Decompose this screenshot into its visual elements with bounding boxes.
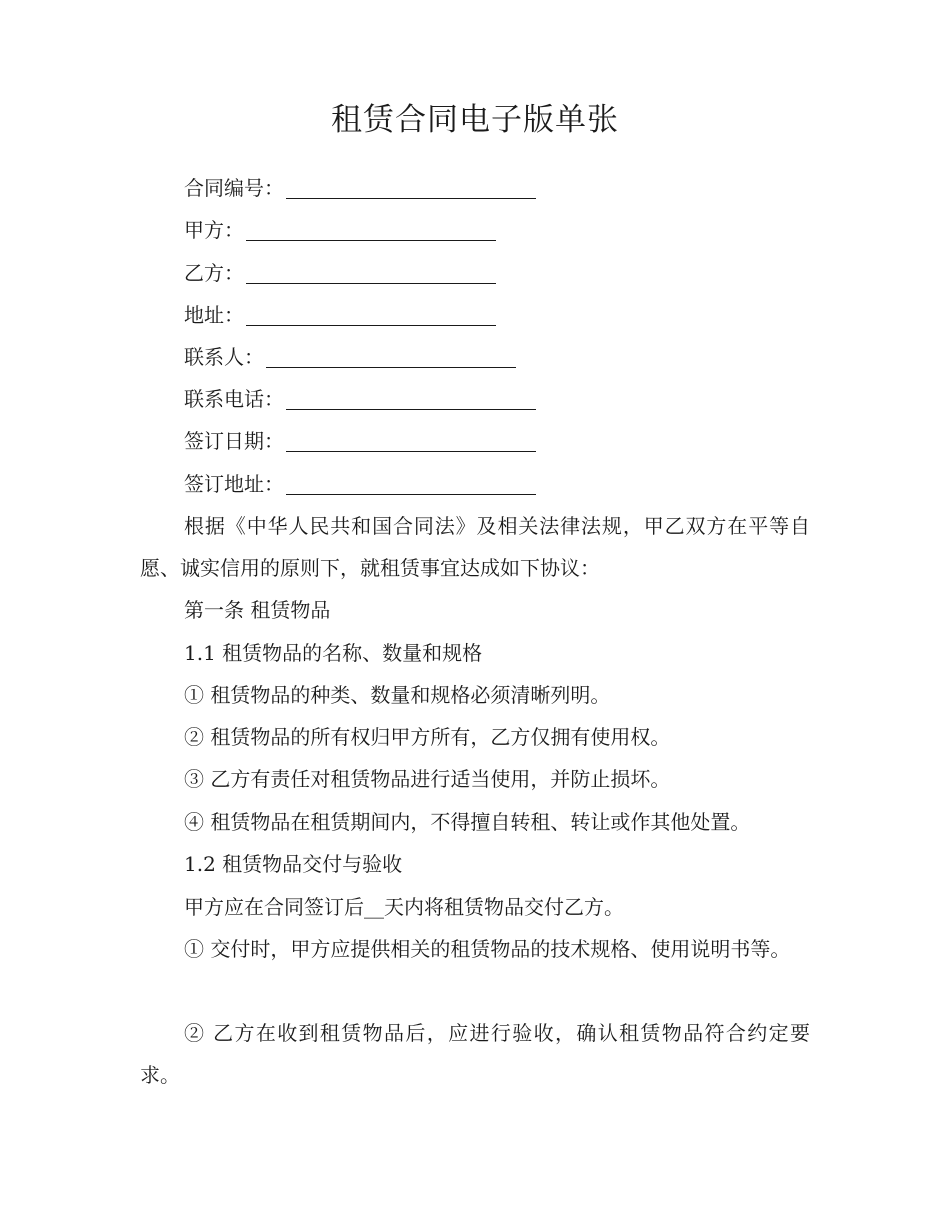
field-label: 甲方：: [184, 218, 244, 242]
field-signing-date: [140, 420, 854, 462]
section-1-2-heading: 1.2 租赁物品交付与验收: [184, 852, 403, 876]
field-label: 联系电话：: [184, 387, 284, 411]
intro-paragraph: 根据《中华人民共和国合同法》及相关法律法规，甲乙双方在平等自愿、诚实信用的原则下，就租赁事宜达成如下协议：: [140, 514, 810, 580]
field-party-b: [140, 252, 854, 294]
field-contact-phone: [140, 378, 854, 420]
blank-line: [246, 299, 496, 326]
field-label: 地址：: [184, 303, 244, 327]
field-signing-place: [140, 463, 854, 505]
blank-line: [286, 172, 536, 199]
field-address: [140, 294, 854, 336]
blank-line: [246, 257, 496, 284]
section-1-2-item: ① 交付时，甲方应提供相关的租赁物品的技术规格、使用说明书等。: [184, 937, 791, 961]
field-label: 签订日期：: [184, 429, 284, 453]
blank-line: [266, 341, 516, 368]
field-contact-person: [140, 336, 854, 378]
section-1-1-heading: 1.1 租赁物品的名称、数量和规格: [184, 641, 483, 665]
article-1-heading: 第一条 租赁物品: [184, 598, 331, 622]
blank-line: [286, 383, 536, 410]
page-title: 租赁合同电子版单张: [331, 102, 619, 138]
section-1-1-item: ① 租赁物品的种类、数量和规格必须清晰列明。: [184, 683, 611, 707]
blank-line: [286, 468, 536, 495]
section-1-1-item: ④ 租赁物品在租赁期间内，不得擅自转租、转让或作其他处置。: [184, 810, 751, 834]
field-label: 乙方：: [184, 261, 244, 285]
field-label: 联系人：: [184, 345, 264, 369]
section-1-1-item: ② 租赁物品的所有权归甲方所有，乙方仅拥有使用权。: [184, 725, 671, 749]
blank-line: [286, 425, 536, 452]
field-label: 签订地址：: [184, 472, 284, 496]
field-label: 合同编号：: [184, 176, 284, 200]
section-1-1-item: ③ 乙方有责任对租赁物品进行适当使用，并防止损坏。: [184, 767, 671, 791]
field-party-a: [140, 209, 854, 251]
section-1-2-text: 甲方应在合同签订后__天内将租赁物品交付乙方。: [184, 895, 624, 919]
field-contract-number: [140, 167, 854, 209]
blank-line: [246, 214, 496, 241]
section-1-2-item: ② 乙方在收到租赁物品后，应进行验收，确认租赁物品符合约定要求。: [140, 1021, 810, 1087]
